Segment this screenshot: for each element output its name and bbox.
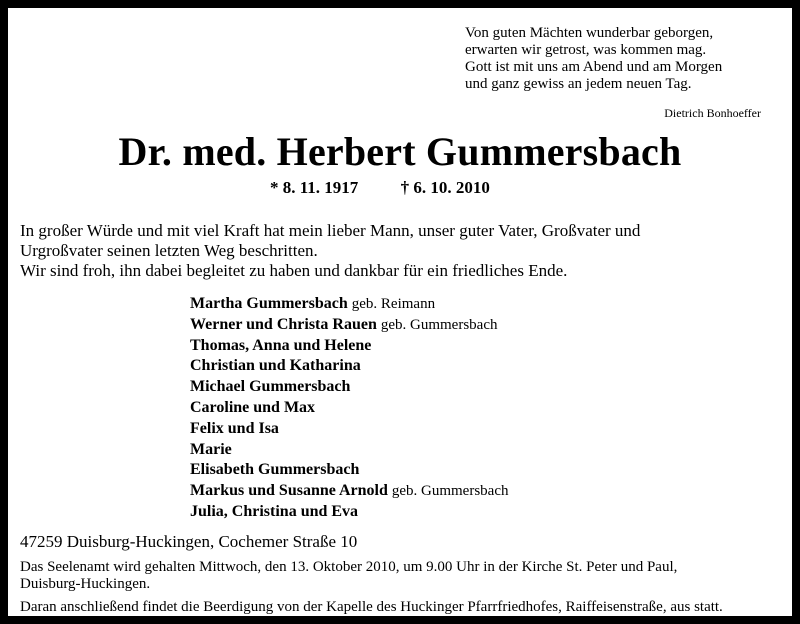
deceased-name: Dr. med. Herbert Gummersbach bbox=[118, 129, 682, 174]
mourner-entry bbox=[190, 315, 509, 336]
mourner-entry bbox=[190, 502, 509, 523]
quote-line: und ganz gewiss an jedem neuen Tag. bbox=[465, 76, 692, 92]
quote-line: erwarten wir getrost, was kommen mag. bbox=[465, 42, 707, 58]
death-date: † 6. 10. 2010 bbox=[400, 178, 490, 197]
mourner-name: Felix und Isa bbox=[190, 419, 279, 437]
mourner-note: geb. Gummersbach bbox=[391, 483, 509, 500]
family-address: 47259 Duisburg-Huckingen, Cochemer Straße 10 bbox=[20, 532, 358, 551]
mourner-note: geb. Reimann bbox=[351, 296, 436, 312]
mourner-name: Martha Gummersbach bbox=[190, 295, 348, 312]
intro-line: In großer Würde und mit viel Kraft hat mein lieber Mann, unser guter Vater, Großvater und bbox=[20, 221, 641, 240]
service-info bbox=[20, 559, 790, 593]
mourner-entry bbox=[190, 481, 509, 502]
quote-line: Von guten Mächten wunderbar geborgen, bbox=[465, 25, 714, 41]
quote-author: Dietrich Bonhoeffer bbox=[664, 106, 761, 120]
mourner-entry bbox=[190, 419, 509, 440]
quote-line: Gott ist mit uns am Abend und am Morgen bbox=[465, 59, 723, 75]
mourner-entry bbox=[190, 294, 509, 315]
mourner-name: Caroline und Max bbox=[190, 398, 316, 416]
mourner-name: Julia, Christina und Eva bbox=[190, 502, 359, 520]
mourner-entry bbox=[190, 377, 509, 398]
mourner-name: Christian und Katharina bbox=[190, 357, 361, 375]
intro-line: Wir sind froh, ihn dabei begleitet zu haben und dankbar für ein friedliches Ende. bbox=[20, 261, 568, 280]
mourner-entry bbox=[190, 356, 509, 377]
service-line: Das Seelenamt wird gehalten Mittwoch, den 13. Oktober 2010, um 9.00 Uhr in der Kirche St. Peter und Paul, bbox=[20, 559, 678, 575]
mourner-entry bbox=[190, 336, 509, 357]
mourner-name: Thomas, Anna und Helene bbox=[190, 336, 372, 354]
intro-line: Urgroßvater seinen letzten Weg beschritten. bbox=[20, 241, 318, 260]
mourner-name: Marie bbox=[190, 440, 232, 458]
life-dates bbox=[270, 178, 490, 198]
mourner-entry bbox=[190, 460, 509, 481]
mourner-note: geb. Gummersbach bbox=[380, 316, 498, 333]
mourner-name: Michael Gummersbach bbox=[190, 378, 351, 396]
mourner-name: Markus und Susanne Arnold bbox=[190, 482, 388, 500]
mourners-list bbox=[190, 294, 509, 523]
bonhoeffer-quote bbox=[465, 25, 765, 93]
mourner-entry bbox=[190, 398, 509, 419]
mourner-name: Werner und Christa Rauen bbox=[190, 315, 377, 333]
burial-info: Daran anschließend findet die Beerdigung von der Kapelle des Huckinger Pfarrfriedhofes, Raiffeisenstraße, aus statt. bbox=[20, 599, 723, 615]
mourner-name: Elisabeth Gummersbach bbox=[190, 461, 360, 479]
mourner-entry bbox=[190, 440, 509, 461]
birth-date: * 8. 11. 1917 bbox=[270, 178, 359, 197]
intro-text bbox=[20, 221, 790, 281]
service-line: Duisburg-Huckingen. bbox=[20, 576, 151, 592]
